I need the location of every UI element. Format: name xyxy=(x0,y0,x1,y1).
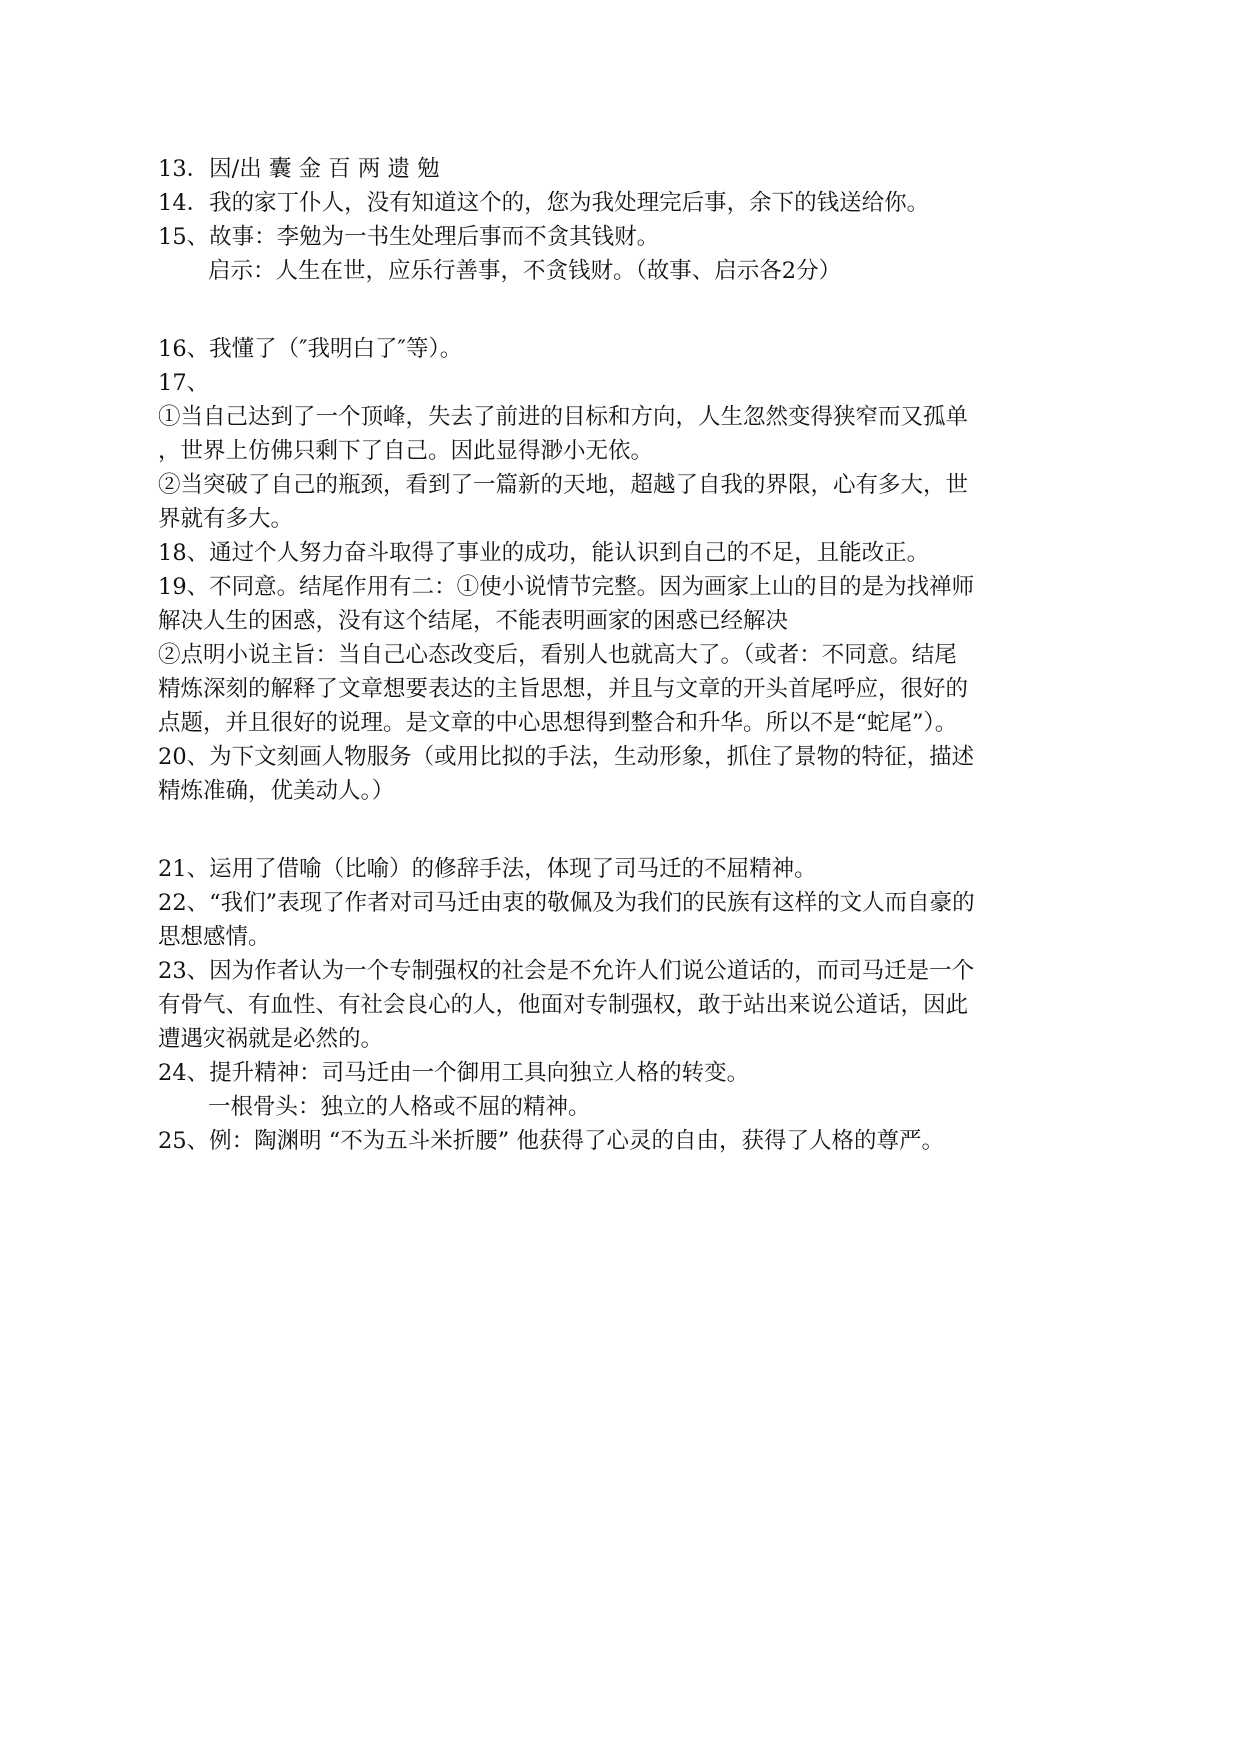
answer-23-cont: 有骨气、有血性、有社会良心的人，他面对专制强权，敢于站出来说公道话，因此 xyxy=(158,992,969,1018)
answer-23: 23、因为作者认为一个专制强权的社会是不允许人们说公道话的，而司马迁是一个 xyxy=(158,958,975,984)
answer-23-end: 遭遇灾祸就是必然的。 xyxy=(158,1026,384,1052)
spacer xyxy=(158,288,1078,332)
answer-17-heading: 17、 xyxy=(158,370,210,396)
answer-key-document xyxy=(158,152,1078,1158)
answer-21: 21、运用了借喻（比喻）的修辞手法，体现了司马迁的不屈精神。 xyxy=(158,856,817,882)
answer-19-cont: 解决人生的困惑，没有这个结尾，不能表明画家的困惑已经解决 xyxy=(158,608,789,634)
answer-17-part1-cont: ，世界上仿佛只剩下了自己。因此显得渺小无依。 xyxy=(158,438,654,464)
answer-19-part2: ②点明小说主旨：当自己心态改变后，看别人也就高大了。（或者：不同意。结尾 xyxy=(158,642,957,668)
answer-19-part2-cont: 精炼深刻的解释了文章想要表达的主旨思想，并且与文章的开头首尾呼应，很好的 xyxy=(158,676,969,702)
answer-14: 14．我的家丁仆人，没有知道这个的，您为我处理完后事，余下的钱送给你。 xyxy=(158,190,930,216)
answer-17-part2: ②当突破了自己的瓶颈，看到了一篇新的天地，超越了自我的界限，心有多大，世 xyxy=(158,472,969,498)
answer-20: 20、为下文刻画人物服务（或用比拟的手法，生动形象，抓住了景物的特征，描述 xyxy=(158,744,975,770)
answer-17-part2-cont: 界就有多大。 xyxy=(158,506,294,532)
answer-17-part1: ①当自己达到了一个顶峰，失去了前进的目标和方向，人生忽然变得狭窄而又孤单 xyxy=(158,404,969,430)
answer-22: 22、“我们”表现了作者对司马迁由衷的敬佩及为我们的民族有这样的文人而自豪的 xyxy=(158,890,975,916)
answer-19-part2-end: 点题，并且很好的说理。是文章的中心思想得到整合和升华。所以不是“蛇尾”）。 xyxy=(158,710,958,736)
spacer xyxy=(158,808,1078,852)
answer-16: 16、我懂了（″我明白了″等）。 xyxy=(158,336,463,362)
answer-24: 24、提升精神：司马迁由一个御用工具向独立人格的转变。 xyxy=(158,1060,750,1086)
answer-22-cont: 思想感情。 xyxy=(158,924,271,950)
answer-20-cont: 精炼准确，优美动人。） xyxy=(158,778,395,804)
answer-25: 25、例：陶渊明 “不为五斗米折腰” 他获得了心灵的自由，获得了人格的尊严。 xyxy=(158,1128,944,1154)
answer-15-story: 15、故事：李勉为一书生处理后事而不贪其钱财。 xyxy=(158,224,660,250)
answer-15-lesson: 启示：人生在世，应乐行善事，不贪钱财。（故事、启示各2分） xyxy=(208,258,842,284)
answer-19: 19、不同意。结尾作用有二：①使小说情节完整。因为画家上山的目的是为找禅师 xyxy=(158,574,975,600)
answer-13: 13．因/出 囊 金 百 两 遗 勉 xyxy=(158,156,440,182)
answer-18: 18、通过个人努力奋斗取得了事业的成功，能认识到自己的不足，且能改正。 xyxy=(158,540,930,566)
answer-24-cont: 一根骨头：独立的人格或不屈的精神。 xyxy=(208,1094,591,1120)
